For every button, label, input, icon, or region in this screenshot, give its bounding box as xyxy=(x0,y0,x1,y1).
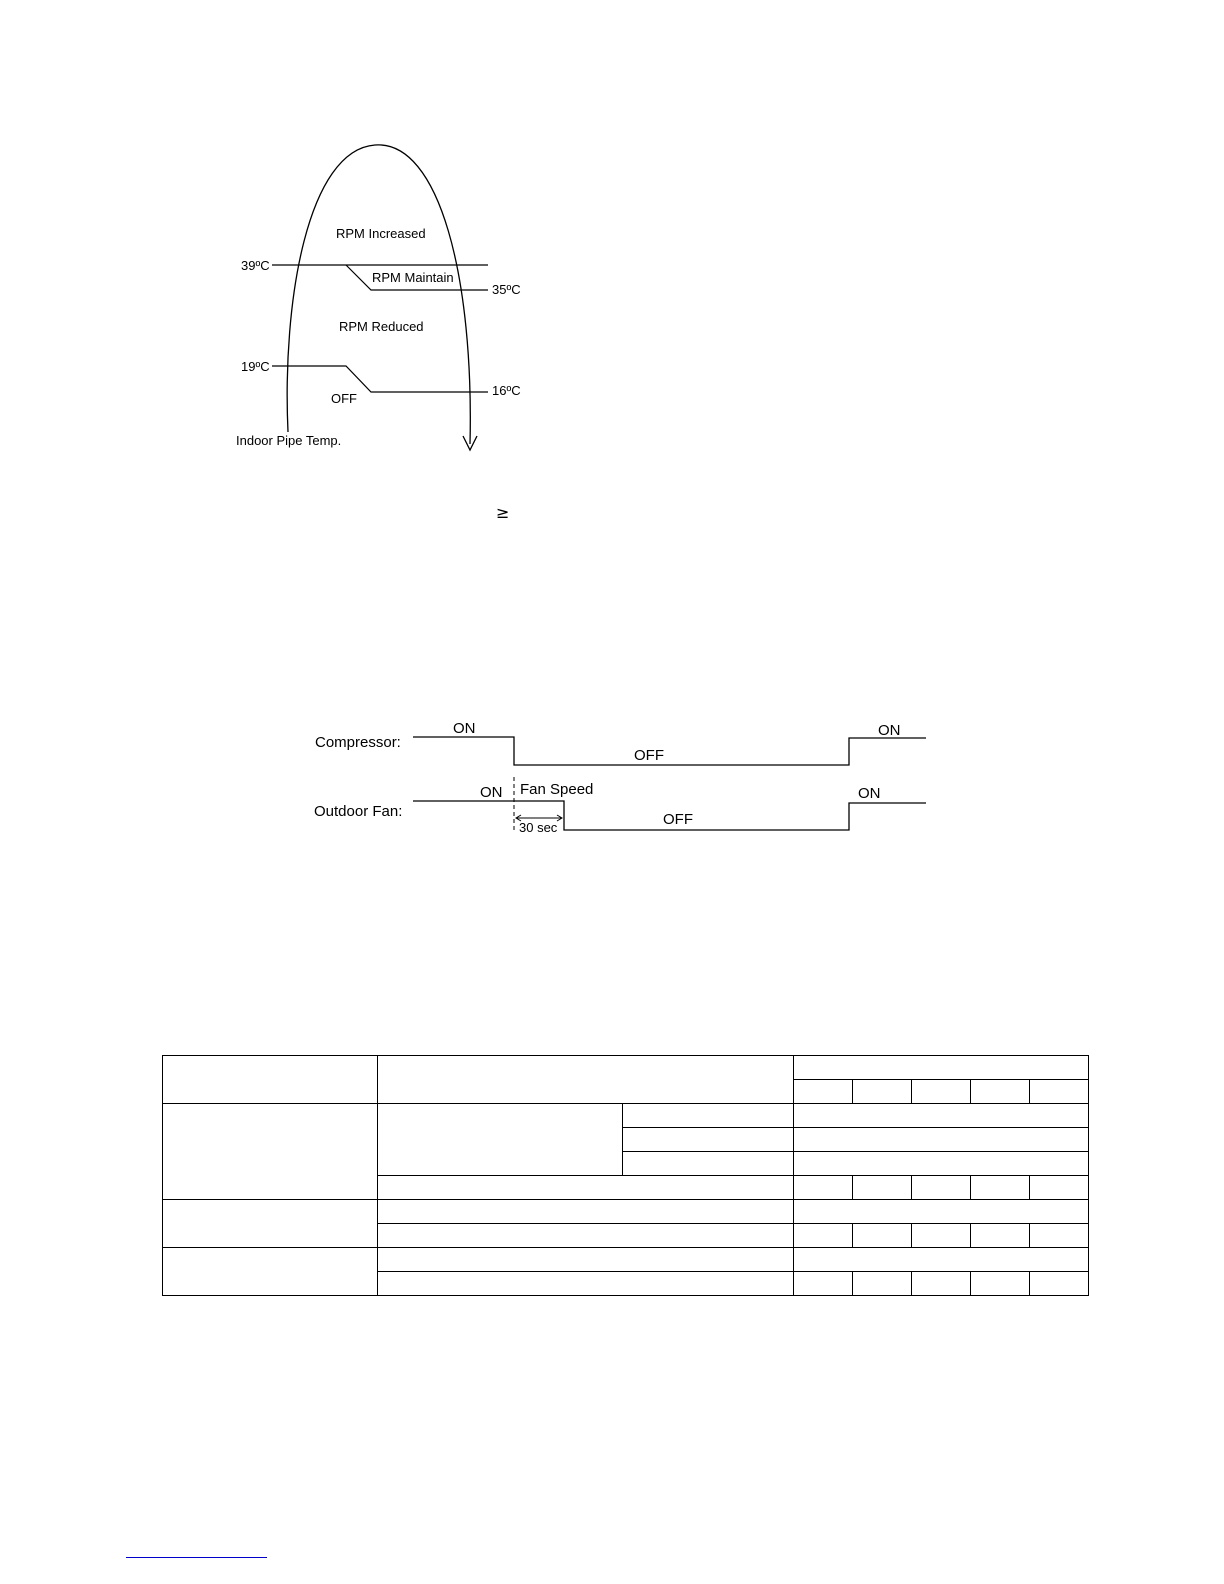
table-cell xyxy=(378,1056,794,1104)
table-cell xyxy=(794,1200,1089,1224)
table-cell xyxy=(853,1176,912,1200)
outdoor-fan-on-after: ON xyxy=(858,785,881,802)
table-cell xyxy=(794,1152,1089,1176)
table-cell xyxy=(912,1224,971,1248)
outdoor-fan-on-before: ON xyxy=(480,784,503,801)
outdoor-fan-label: Outdoor Fan: xyxy=(314,803,403,820)
compressor-off: OFF xyxy=(634,747,664,764)
table-cell xyxy=(163,1104,378,1200)
table-cell xyxy=(794,1056,1089,1080)
table-cell xyxy=(971,1224,1030,1248)
table-cell xyxy=(794,1176,853,1200)
table-cell xyxy=(1030,1272,1089,1296)
table-cell xyxy=(853,1272,912,1296)
delay-label: 30 sec xyxy=(519,820,558,835)
table-cell xyxy=(971,1272,1030,1296)
table-cell xyxy=(794,1080,853,1104)
table-cell xyxy=(794,1104,1089,1128)
outdoor-fan-off: OFF xyxy=(663,811,693,828)
table-cell xyxy=(378,1224,794,1248)
greater-equal-symbol: ≥ xyxy=(496,503,510,522)
table-cell xyxy=(912,1176,971,1200)
footer-rule xyxy=(126,1557,267,1558)
table-cell xyxy=(163,1248,378,1296)
compressor-signal xyxy=(413,737,926,765)
table-cell xyxy=(912,1272,971,1296)
table-cell xyxy=(1030,1224,1089,1248)
threshold-19-label: 19ºC xyxy=(241,359,270,374)
table-cell xyxy=(971,1176,1030,1200)
table-cell xyxy=(378,1248,794,1272)
table-cell xyxy=(378,1176,794,1200)
threshold-35-label: 35ºC xyxy=(492,282,521,297)
table-cell xyxy=(623,1128,794,1152)
zone-increased-label: RPM Increased xyxy=(336,226,426,241)
table-cell xyxy=(163,1056,378,1104)
table-cell xyxy=(378,1272,794,1296)
table-cell xyxy=(794,1272,853,1296)
table-cell xyxy=(163,1200,378,1248)
spec-table xyxy=(162,1055,1089,1296)
table-cell xyxy=(853,1224,912,1248)
table-cell xyxy=(794,1128,1089,1152)
fan-speed-note: Fan Speed xyxy=(520,781,594,798)
table-cell xyxy=(623,1104,794,1128)
table-cell xyxy=(378,1200,794,1224)
table-row xyxy=(163,1200,1089,1224)
table-row xyxy=(163,1104,1089,1128)
table-cell xyxy=(794,1248,1089,1272)
table-cell xyxy=(971,1080,1030,1104)
compressor-on-after: ON xyxy=(878,722,901,739)
zone-reduced-label: RPM Reduced xyxy=(339,319,424,334)
compressor-label: Compressor: xyxy=(315,734,401,751)
threshold-39-label: 39ºC xyxy=(241,258,270,273)
compressor-on-before: ON xyxy=(453,720,476,737)
table-cell xyxy=(623,1152,794,1176)
table-row xyxy=(163,1056,1089,1080)
table-cell xyxy=(853,1080,912,1104)
zone-maintain-label: RPM Maintain xyxy=(372,270,454,285)
axis-label: Indoor Pipe Temp. xyxy=(236,433,342,448)
table-cell xyxy=(912,1080,971,1104)
table-row xyxy=(163,1248,1089,1272)
table-cell xyxy=(378,1104,623,1176)
table-cell xyxy=(794,1224,853,1248)
zone-off-label: OFF xyxy=(331,391,357,406)
table-cell xyxy=(1030,1176,1089,1200)
threshold-16-label: 16ºC xyxy=(492,383,521,398)
table-cell xyxy=(1030,1080,1089,1104)
